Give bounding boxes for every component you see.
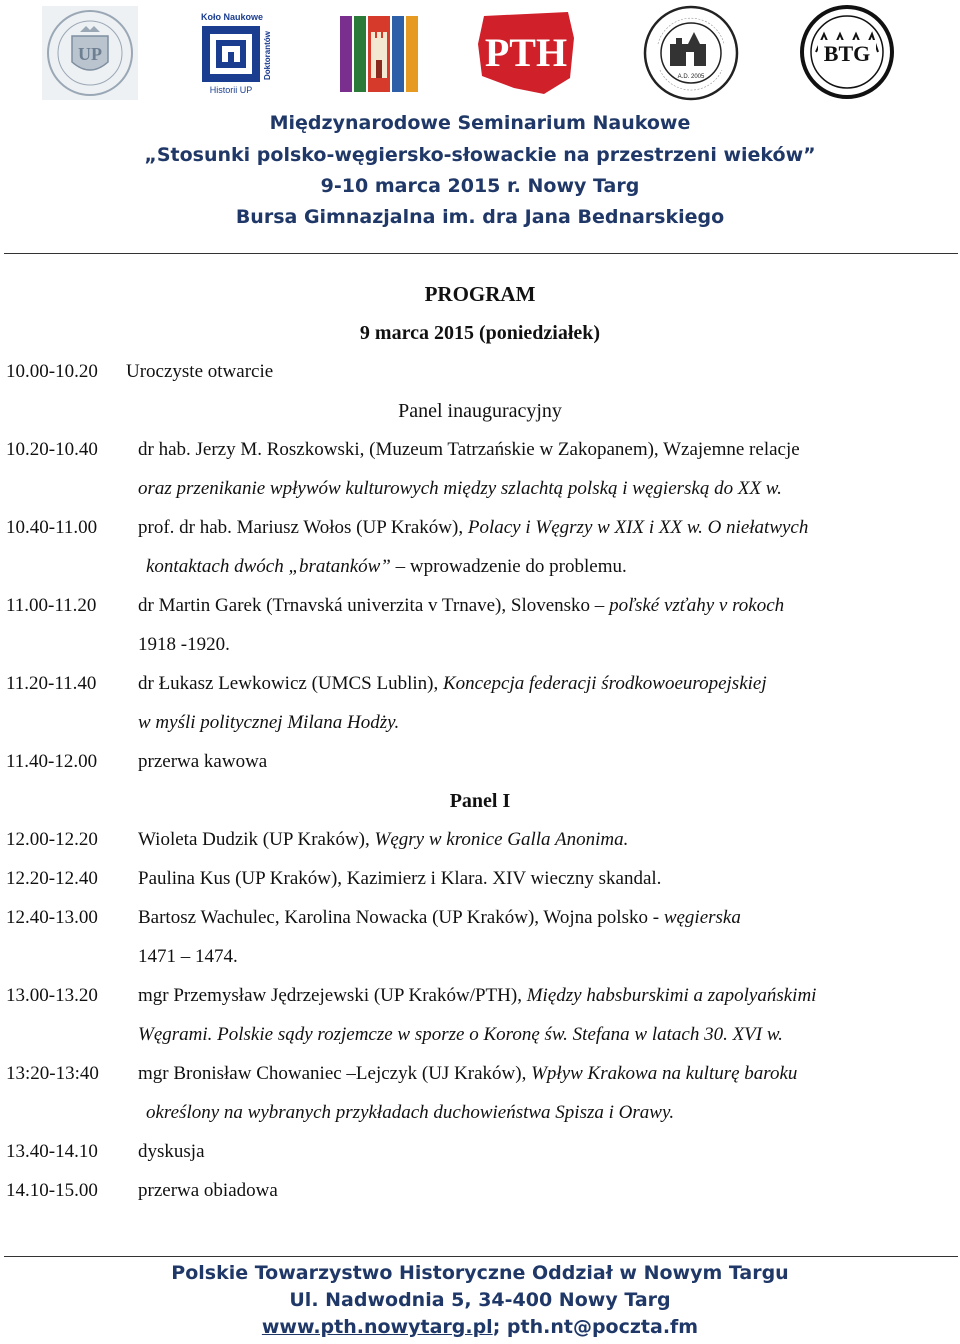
footer-address: Ul. Nadwodnia 5, 34-400 Nowy Targ xyxy=(289,1289,671,1311)
session-row xyxy=(0,751,960,790)
footer-divider xyxy=(4,1256,958,1257)
kolo-bottom-text: Historii UP xyxy=(209,85,253,95)
panel-1-title: Panel I xyxy=(449,790,511,812)
session-text: dr hab. Jerzy M. Roszkowski, (Muzeum Tatrzańskie w Zakopanem), Wzajemne relacje xyxy=(138,439,800,460)
session-row xyxy=(0,868,960,907)
nowy-targ-coat-of-arms xyxy=(340,16,418,92)
pth-logo-text: PTH xyxy=(484,30,568,75)
footer-organization: Polskie Towarzystwo Historyczne Oddział w Nowym Targu xyxy=(171,1262,789,1284)
session-title: Koncepcja federacji środkowoeuropejskiej xyxy=(443,673,767,694)
opening-time: 10.00-10.20 xyxy=(6,361,98,382)
session-row xyxy=(0,829,960,868)
session-author: dr Martin Garek (Trnavská univerzita v Trnave), Slovensko – xyxy=(138,595,610,616)
pth-oddzial-seal xyxy=(642,4,740,102)
session-row xyxy=(0,673,960,712)
session-time: 12.40-13.00 xyxy=(6,907,98,928)
panel-inaugural-title: Panel inauguracyjny xyxy=(398,400,562,422)
pth-logo xyxy=(474,8,578,98)
session-row xyxy=(0,439,960,478)
session-author: Bartosz Wachulec, Karolina Nowacka (UP Kraków), Wojna polsko - xyxy=(138,907,664,928)
kolo-top-text: Koło Naukowe xyxy=(200,12,264,22)
svg-text:UP: UP xyxy=(78,44,102,64)
btg-logo xyxy=(798,4,896,100)
session-title: Między habsburskimi a zapolyańskimi xyxy=(526,985,817,1006)
session-author: prof. dr hab. Mariusz Wołos (UP Kraków), xyxy=(138,517,468,538)
session-time: 14.10-15.00 xyxy=(6,1180,98,1201)
session-continuation: 1918 -1920. xyxy=(138,634,230,655)
session-author: Wioleta Dudzik (UP Kraków), xyxy=(138,829,375,850)
session-title: Węgry w kronice Galla Anonima. xyxy=(374,829,629,850)
session-time: 10.20-10.40 xyxy=(6,439,98,460)
session-author: mgr Bronisław Chowaniec –Lejczyk (UJ Kraków), xyxy=(138,1063,532,1084)
session-text: dyskusja xyxy=(138,1141,205,1162)
kolo-side-text: Doktorantów xyxy=(263,31,272,80)
session-continuation: oraz przenikanie wpływów kulturowych między szlachtą polską i węgierską do XX w. xyxy=(138,478,782,499)
session-title: poľské vzťahy v rokoch xyxy=(609,595,785,616)
seminar-title: Międzynarodowe Seminarium Naukowe xyxy=(269,112,691,134)
session-row xyxy=(0,1063,960,1102)
session-author: dr Łukasz Lewkowicz (UMCS Lublin), xyxy=(138,673,443,694)
session-time: 13.00-13.20 xyxy=(6,985,98,1006)
session-author: Paulina Kus (UP Kraków), Kazimierz i Klara. XIV wieczny skandal. xyxy=(138,868,662,889)
session-continuation: w myśli politycznej Milana Hodży. xyxy=(138,712,400,733)
session-row xyxy=(0,907,960,946)
email-address[interactable]: pth.nt@poczta.fm xyxy=(506,1316,699,1338)
session-row xyxy=(0,517,960,556)
opening-row xyxy=(0,361,960,400)
session-time: 11.40-12.00 xyxy=(6,751,98,772)
opening-text: Uroczyste otwarcie xyxy=(126,361,274,382)
session-time: 10.40-11.00 xyxy=(6,517,98,538)
session-title: Polacy i Węgrzy w XIX i XX w. O niełatwych xyxy=(467,517,809,538)
session-time: 12.20-12.40 xyxy=(6,868,98,889)
session-continuation: Węgrami. Polskie sądy rozjemcze w sporze o Koronę św. Stefana w latach 30. XVI w. xyxy=(138,1024,783,1045)
header-divider xyxy=(4,253,958,254)
program-title: PROGRAM xyxy=(424,282,536,306)
session-time: 13.40-14.10 xyxy=(6,1141,98,1162)
seminar-subtitle: „Stosunki polsko-węgiersko-słowackie na przestrzeni wieków” xyxy=(144,144,816,166)
footer-separator: ; xyxy=(492,1316,507,1338)
kolo-naukowe-logo xyxy=(198,10,274,96)
session-time: 11.20-11.40 xyxy=(6,673,97,694)
session-row xyxy=(0,1141,960,1180)
session-text: przerwa obiadowa xyxy=(138,1180,278,1201)
day-title: 9 marca 2015 (poniedziałek) xyxy=(359,322,601,344)
session-time: 13:20-13:40 xyxy=(6,1063,99,1084)
seminar-venue: Bursa Gimnazjalna im. dra Jana Bednarskiego xyxy=(235,206,725,228)
session-continuation: kontaktach dwóch „bratanków” – wprowadzenie do problemu. xyxy=(146,556,627,577)
footer-contact xyxy=(0,1314,960,1341)
session-title: Wpływ Krakowa na kulturę baroku xyxy=(531,1063,798,1084)
session-time: 12.00-12.20 xyxy=(6,829,98,850)
session-row xyxy=(0,595,960,634)
session-time: 11.00-11.20 xyxy=(6,595,97,616)
session-continuation: określony na wybranych przykładach duchowieństwa Spisza i Orawy. xyxy=(146,1102,675,1123)
session-author: mgr Przemysław Jędrzejewski (UP Kraków/PTH), xyxy=(138,985,527,1006)
website-link[interactable]: www.pth.nowytarg.pl xyxy=(261,1316,493,1338)
up-university-seal xyxy=(42,6,138,100)
seal-year: A.D. 2005 xyxy=(677,74,705,80)
session-row xyxy=(0,1180,960,1219)
session-row xyxy=(0,985,960,1024)
seminar-dates: 9-10 marca 2015 r. Nowy Targ xyxy=(320,175,640,197)
session-title: węgierska xyxy=(663,907,741,928)
session-text: przerwa kawowa xyxy=(138,751,268,772)
session-continuation: 1471 – 1474. xyxy=(138,946,238,967)
btg-logo-text: BTG xyxy=(823,41,871,66)
